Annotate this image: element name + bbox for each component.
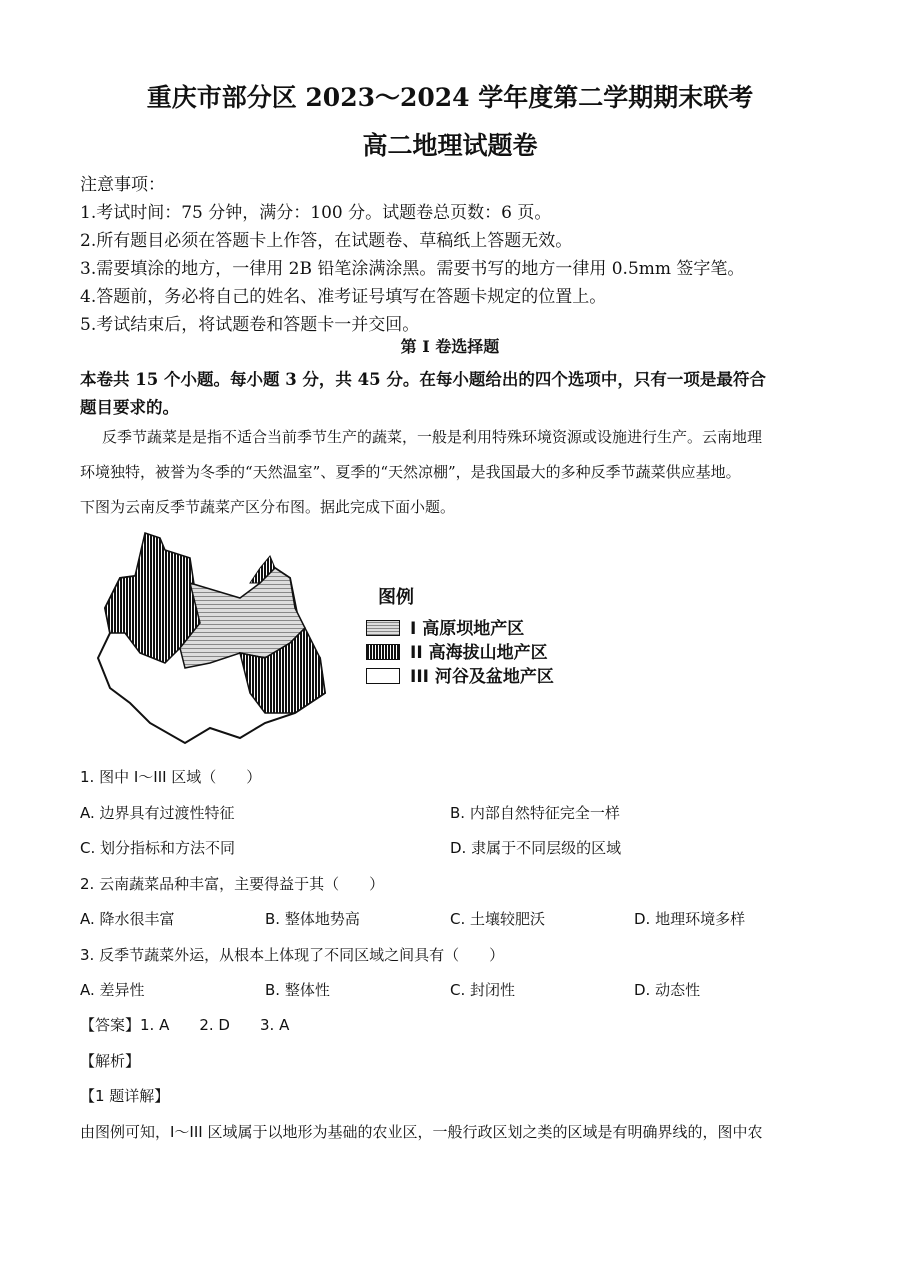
passage-line: 反季节蔬菜是是指不适合当前季节生产的蔬菜，一般是利用特殊环境资源或设施进行生产。云南地理: [102, 428, 763, 446]
section-instruction: 本卷共 15 个小题。每小题 3 分，共 45 分。在每小题给出的四个选项中，只有一项是最符合: [80, 370, 766, 389]
question-stem: 3. 反季节蔬菜外运，从根本上体现了不同区域之间具有（ ）: [80, 946, 505, 964]
analysis-text: 由图例可知，I～III 区域属于以地形为基础的农业区，一般行政区划之类的区域是有明确界线的，图中农: [80, 1123, 763, 1141]
passage-line: 环境独特，被誉为冬季的“天然温室”、夏季的“天然凉棚”，是我国最大的多种反季节蔬菜供应基地。: [80, 463, 741, 481]
legend-swatch-icon: [366, 620, 400, 636]
legend-item-iii: III 河谷及盆地产区: [366, 662, 554, 687]
answer-label: 【答案】: [80, 1016, 141, 1034]
answer-line: [80, 1014, 289, 1035]
passage-line: 下图为云南反季节蔬菜产区分布图。据此完成下面小题。: [80, 498, 456, 516]
section-instruction: 题目要求的。: [80, 398, 179, 417]
legend-swatch-icon: [366, 668, 400, 684]
notice-item: 1.考试时间：75 分钟，满分：100 分。试题卷总页数：6 页。: [80, 203, 552, 223]
question-option: B. 整体性: [265, 981, 330, 999]
analysis-detail-label: 【1 题详解】: [80, 1087, 170, 1105]
notice-item: 3.需要填涂的地方，一律用 2B 铅笔涂满涂黑。需要书写的地方一律用 0.5mm 签字笔。: [80, 259, 745, 279]
question-option: C. 土壤较肥沃: [450, 910, 546, 928]
exam-title: 重庆市部分区 2023～2024 学年度第二学期期末联考: [146, 83, 754, 112]
question-option: C. 封闭性: [450, 981, 516, 999]
legend-title: 图例: [378, 587, 414, 608]
legend-item-i: I 高原坝地产区: [366, 614, 524, 639]
question-stem: 1. 图中 I～III 区域（ ）: [80, 768, 262, 786]
question-option: B. 内部自然特征完全一样: [450, 804, 620, 822]
question-option: D. 动态性: [634, 981, 701, 999]
notice-item: 4.答题前，务必将自己的姓名、准考证号填写在答题卡规定的位置上。: [80, 287, 607, 307]
legend-swatch-icon: [366, 644, 400, 660]
exam-subtitle: 高二地理试题卷: [362, 131, 538, 160]
question-option: A. 差异性: [80, 981, 145, 999]
analysis-label: 【解析】: [80, 1052, 141, 1070]
question-option: D. 地理环境多样: [634, 910, 746, 928]
section-title: 第 I 卷选择题: [400, 337, 500, 356]
yunnan-map-figure: [90, 528, 350, 753]
question-stem: 2. 云南蔬菜品种丰富，主要得益于其（ ）: [80, 875, 385, 893]
answer-text: 1. A 2. D 3. A: [140, 1016, 290, 1034]
question-option: B. 整体地势高: [265, 910, 360, 928]
legend-item-ii: II 高海拔山地产区: [366, 638, 548, 663]
question-option: C. 划分指标和方法不同: [80, 839, 236, 857]
question-option: A. 降水很丰富: [80, 910, 175, 928]
notice-item: 5.考试结束后，将试题卷和答题卡一并交回。: [80, 315, 420, 335]
question-option: A. 边界具有过渡性特征: [80, 804, 235, 822]
notice-item: 2.所有题目必须在答题卡上作答，在试题卷、草稿纸上答题无效。: [80, 231, 573, 251]
question-option: D. 隶属于不同层级的区域: [450, 839, 622, 857]
notice-heading: 注意事项：: [80, 175, 165, 195]
